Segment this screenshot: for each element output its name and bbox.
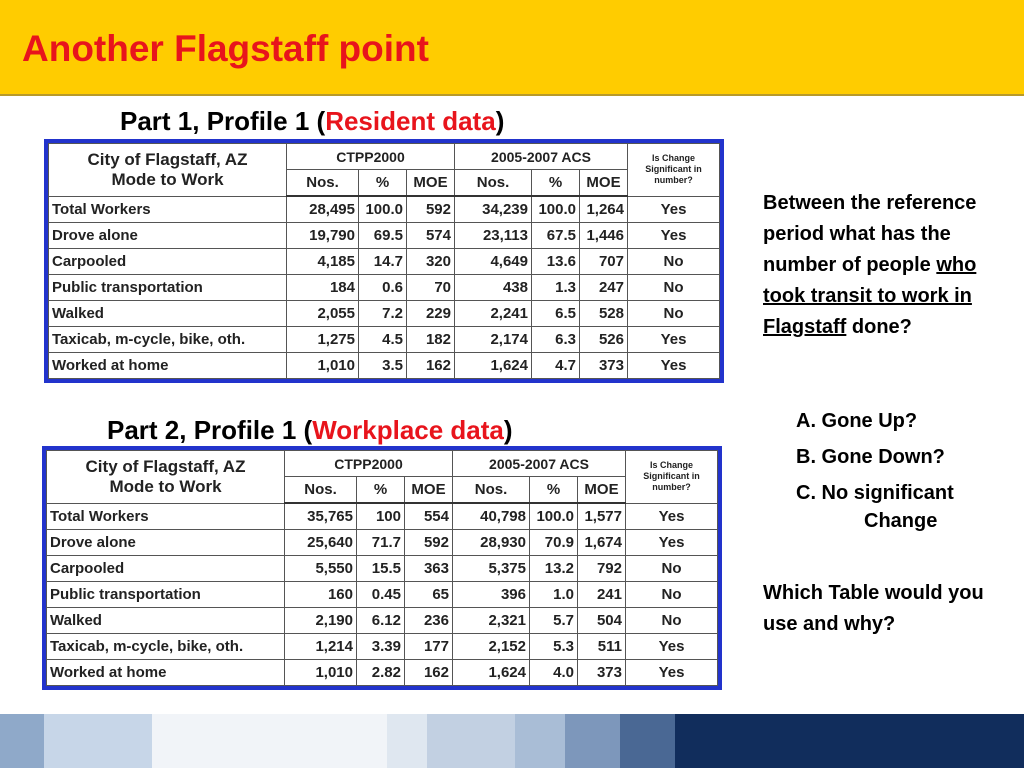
value-cell: 13.6 xyxy=(532,249,580,275)
value-cell: 320 xyxy=(407,249,455,275)
value-cell: 1,010 xyxy=(287,353,359,379)
value-cell: 162 xyxy=(405,660,453,686)
table-header-location xyxy=(49,144,287,197)
value-cell: 7.2 xyxy=(359,301,407,327)
value-cell: 396 xyxy=(453,582,530,608)
value-cell: 363 xyxy=(405,556,453,582)
value-cell: 28,930 xyxy=(453,530,530,556)
col-nos: Nos. xyxy=(285,477,357,504)
value-cell: 707 xyxy=(580,249,628,275)
row-label: Walked xyxy=(47,608,285,634)
value-cell: 373 xyxy=(578,660,626,686)
value-cell: 4.0 xyxy=(530,660,578,686)
significance-cell: Yes xyxy=(626,660,718,686)
value-cell: 5.7 xyxy=(530,608,578,634)
value-cell: 2,190 xyxy=(285,608,357,634)
col-nos: Nos. xyxy=(453,477,530,504)
answer-a: A. Gone Up? xyxy=(796,410,918,432)
value-cell: 528 xyxy=(580,301,628,327)
location-line2: Mode to Work xyxy=(109,476,222,496)
table-row xyxy=(49,249,720,275)
value-cell: 70.9 xyxy=(530,530,578,556)
value-cell: 69.5 xyxy=(359,223,407,249)
significance-cell: No xyxy=(628,275,720,301)
value-cell: 71.7 xyxy=(357,530,405,556)
footer-band xyxy=(152,714,387,768)
part2-suffix: ) xyxy=(503,415,513,445)
value-cell: 2.82 xyxy=(357,660,405,686)
value-cell: 4.7 xyxy=(532,353,580,379)
value-cell: 1,577 xyxy=(578,503,626,530)
col-nos: Nos. xyxy=(287,170,359,197)
significance-cell: Yes xyxy=(626,634,718,660)
col-pct: % xyxy=(532,170,580,197)
row-label: Total Workers xyxy=(49,196,287,223)
col-moe: MOE xyxy=(405,477,453,504)
value-cell: 4,185 xyxy=(287,249,359,275)
row-label: Total Workers xyxy=(47,503,285,530)
value-cell: 184 xyxy=(287,275,359,301)
value-cell: 162 xyxy=(407,353,455,379)
value-cell: 6.12 xyxy=(357,608,405,634)
value-cell: 247 xyxy=(580,275,628,301)
location-line1: City of Flagstaff, AZ xyxy=(85,456,246,476)
table-row xyxy=(47,582,718,608)
value-cell: 1,674 xyxy=(578,530,626,556)
col-moe: MOE xyxy=(578,477,626,504)
value-cell: 28,495 xyxy=(287,196,359,223)
part2-prefix: Part 2, Profile 1 ( xyxy=(107,415,313,445)
table-row xyxy=(47,634,718,660)
value-cell: 554 xyxy=(405,503,453,530)
value-cell: 2,174 xyxy=(455,327,532,353)
followup-question: Which Table would you use and why? xyxy=(763,582,984,635)
table-header-location xyxy=(47,451,285,504)
significance-cell: No xyxy=(628,301,720,327)
row-label: Drove alone xyxy=(47,530,285,556)
value-cell: 6.5 xyxy=(532,301,580,327)
value-cell: 23,113 xyxy=(455,223,532,249)
answer-c-cont: Change xyxy=(864,510,938,532)
value-cell: 67.5 xyxy=(532,223,580,249)
workplace-data-table xyxy=(42,446,722,690)
value-cell: 5,375 xyxy=(453,556,530,582)
footer-band xyxy=(0,714,44,768)
footer-bands xyxy=(0,706,1024,768)
value-cell: 5,550 xyxy=(285,556,357,582)
value-cell: 100.0 xyxy=(532,196,580,223)
significance-cell: Yes xyxy=(626,530,718,556)
value-cell: 2,055 xyxy=(287,301,359,327)
footer-band xyxy=(620,714,675,768)
value-cell: 3.39 xyxy=(357,634,405,660)
value-cell: 0.45 xyxy=(357,582,405,608)
question-intro: Between the reference period what has the number of people xyxy=(763,192,977,276)
ctpp-header: CTPP2000 xyxy=(287,144,455,170)
value-cell: 13.2 xyxy=(530,556,578,582)
value-cell: 592 xyxy=(405,530,453,556)
table-row xyxy=(49,353,720,379)
significance-cell: Yes xyxy=(628,327,720,353)
part1-heading xyxy=(120,106,504,137)
col-pct: % xyxy=(530,477,578,504)
value-cell: 65 xyxy=(405,582,453,608)
value-cell: 15.5 xyxy=(357,556,405,582)
value-cell: 100.0 xyxy=(530,503,578,530)
value-cell: 1.0 xyxy=(530,582,578,608)
value-cell: 592 xyxy=(407,196,455,223)
footer-band xyxy=(387,714,427,768)
answer-b: B. Gone Down? xyxy=(796,446,945,468)
footer-band xyxy=(675,714,1024,768)
resident-data-table xyxy=(44,139,724,383)
value-cell: 177 xyxy=(405,634,453,660)
table-row xyxy=(49,196,720,223)
acs-header: 2005-2007 ACS xyxy=(455,144,628,170)
value-cell: 70 xyxy=(407,275,455,301)
ctpp-header: CTPP2000 xyxy=(285,451,453,477)
answer-c: C. No significant xyxy=(796,482,954,504)
answer-options xyxy=(796,406,1021,542)
col-nos: Nos. xyxy=(455,170,532,197)
value-cell: 792 xyxy=(578,556,626,582)
value-cell: 0.6 xyxy=(359,275,407,301)
part1-prefix: Part 1, Profile 1 ( xyxy=(120,106,326,136)
footer-band xyxy=(565,714,620,768)
significance-cell: Yes xyxy=(628,196,720,223)
table-row xyxy=(47,608,718,634)
row-label: Walked xyxy=(49,301,287,327)
significance-cell: No xyxy=(628,249,720,275)
value-cell: 5.3 xyxy=(530,634,578,660)
value-cell: 229 xyxy=(407,301,455,327)
location-line1: City of Flagstaff, AZ xyxy=(87,149,248,169)
footer-band xyxy=(44,714,152,768)
value-cell: 100 xyxy=(357,503,405,530)
table-row xyxy=(49,275,720,301)
value-cell: 6.3 xyxy=(532,327,580,353)
value-cell: 2,241 xyxy=(455,301,532,327)
slide-title: Another Flagstaff point xyxy=(22,28,429,69)
value-cell: 373 xyxy=(580,353,628,379)
value-cell: 511 xyxy=(578,634,626,660)
row-label: Worked at home xyxy=(49,353,287,379)
table-row xyxy=(49,301,720,327)
value-cell: 1,264 xyxy=(580,196,628,223)
row-label: Taxicab, m-cycle, bike, oth. xyxy=(47,634,285,660)
value-cell: 160 xyxy=(285,582,357,608)
value-cell: 2,321 xyxy=(453,608,530,634)
value-cell: 1,446 xyxy=(580,223,628,249)
col-pct: % xyxy=(357,477,405,504)
value-cell: 1,624 xyxy=(453,660,530,686)
value-cell: 34,239 xyxy=(455,196,532,223)
value-cell: 526 xyxy=(580,327,628,353)
value-cell: 182 xyxy=(407,327,455,353)
title-divider xyxy=(0,94,1024,96)
significance-cell: Yes xyxy=(628,223,720,249)
value-cell: 2,152 xyxy=(453,634,530,660)
row-label: Drove alone xyxy=(49,223,287,249)
value-cell: 241 xyxy=(578,582,626,608)
row-label: Public transportation xyxy=(47,582,285,608)
significance-cell: Yes xyxy=(628,353,720,379)
col-pct: % xyxy=(359,170,407,197)
value-cell: 1,010 xyxy=(285,660,357,686)
footer-band xyxy=(427,714,515,768)
table-row xyxy=(47,503,718,530)
value-cell: 1,624 xyxy=(455,353,532,379)
value-cell: 438 xyxy=(455,275,532,301)
value-cell: 40,798 xyxy=(453,503,530,530)
significance-cell: No xyxy=(626,556,718,582)
part2-heading xyxy=(107,415,513,446)
table-row xyxy=(47,660,718,686)
value-cell: 574 xyxy=(407,223,455,249)
footer-band xyxy=(515,714,565,768)
question-text xyxy=(763,188,1013,343)
significance-header: Is Change Significant in number? xyxy=(626,451,718,504)
value-cell: 236 xyxy=(405,608,453,634)
value-cell: 4.5 xyxy=(359,327,407,353)
value-cell: 3.5 xyxy=(359,353,407,379)
table-row xyxy=(49,327,720,353)
row-label: Carpooled xyxy=(49,249,287,275)
significance-header: Is Change Significant in number? xyxy=(628,144,720,197)
part1-highlight: Resident data xyxy=(325,106,496,136)
part2-highlight: Workplace data xyxy=(312,415,504,445)
table-row xyxy=(49,223,720,249)
value-cell: 1.3 xyxy=(532,275,580,301)
col-moe: MOE xyxy=(580,170,628,197)
part1-suffix: ) xyxy=(495,106,505,136)
row-label: Public transportation xyxy=(49,275,287,301)
value-cell: 100.0 xyxy=(359,196,407,223)
question-end: done? xyxy=(846,316,912,338)
question-underlined: who took transit to work in Flagstaff xyxy=(763,254,977,338)
value-cell: 19,790 xyxy=(287,223,359,249)
value-cell: 4,649 xyxy=(455,249,532,275)
value-cell: 504 xyxy=(578,608,626,634)
acs-header: 2005-2007 ACS xyxy=(453,451,626,477)
row-label: Carpooled xyxy=(47,556,285,582)
location-line2: Mode to Work xyxy=(111,169,224,189)
significance-cell: Yes xyxy=(626,503,718,530)
row-label: Taxicab, m-cycle, bike, oth. xyxy=(49,327,287,353)
value-cell: 35,765 xyxy=(285,503,357,530)
row-label: Worked at home xyxy=(47,660,285,686)
table-row xyxy=(47,530,718,556)
table-row xyxy=(47,556,718,582)
value-cell: 25,640 xyxy=(285,530,357,556)
significance-cell: No xyxy=(626,608,718,634)
significance-cell: No xyxy=(626,582,718,608)
value-cell: 1,214 xyxy=(285,634,357,660)
value-cell: 14.7 xyxy=(359,249,407,275)
title-bar xyxy=(0,0,1024,94)
value-cell: 1,275 xyxy=(287,327,359,353)
col-moe: MOE xyxy=(407,170,455,197)
